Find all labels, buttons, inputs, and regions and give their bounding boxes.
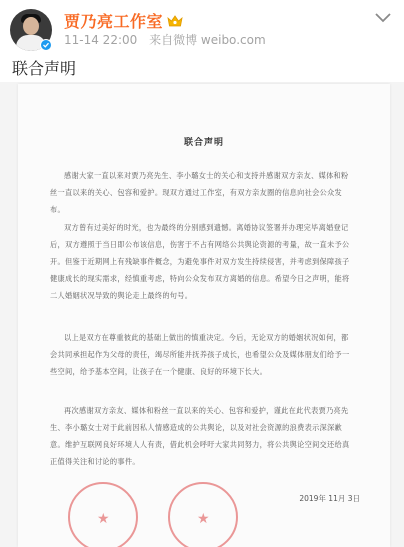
document-paragraph: 以上是双方在尊重彼此的基础上做出的慎重决定。今后，无论双方的婚姻状况如何，都会共同承担起作为父母的责任，竭尽所能并抚养孩子成长，也希望公众及媒体朋友们给予一些空间，给予基本空间，让孩子在一个健康、良好的环境下长大。 xyxy=(50,333,350,376)
statement-document xyxy=(18,84,390,547)
post-source[interactable]: 来自微博 weibo.com xyxy=(149,33,266,47)
document-date: 2019年 11月 3日 xyxy=(299,494,360,503)
document-paragraph: 再次感谢双方亲友、媒体和粉丝一直以来的关心、包容和爱护，谨此在此代表贾乃亮先生、李小璐女士对于此前因私人情感造成的公共舆论，以及对社会资源的浪费表示深深歉意。维护互联网良好环境人人有责，借此机会呼吁大家共同努力，将公共舆论空间交还给真正值得关注和讨论的事件。 xyxy=(50,406,350,466)
post-meta xyxy=(64,31,274,48)
post-image[interactable] xyxy=(0,82,404,547)
author-name[interactable]: 贾乃亮工作室 xyxy=(64,12,164,31)
timestamp: 11-14 22:00 xyxy=(64,33,138,47)
chevron-down-icon[interactable] xyxy=(374,12,392,24)
author-row xyxy=(64,9,183,32)
red-seal-stamp: ★ xyxy=(68,482,138,547)
verified-badge-icon xyxy=(40,39,52,51)
document-title: 联合声明 xyxy=(183,138,224,148)
vip-crown-icon xyxy=(167,14,183,28)
document-paragraph: 感谢大家一直以来对贾乃亮先生、李小璐女士的关心和支持并感谢双方亲友、媒体和粉丝一直以来的关心、包容和爱护。现双方通过工作室，有双方亲友圈的信息向社会公众发布。 xyxy=(50,171,349,214)
red-seal-stamp: ★ xyxy=(168,482,238,547)
document-paragraph: 双方曾有过美好的时光，也为最终的分别感到遗憾。离婚协议签署并办理完毕离婚登记后，双方遵照于当日即公布该信息，伤害于不占有网络公共舆论资源的考量，故一直未予公开。但鉴于近期网上有残缺事件概念，为避免事件对双方发生持续侵害，并考虑到保障孩子健康成长的现实需求，经慎重考虑，特向公众发布双方离婚的信息。希望今日之声明，能将二人婚姻状况导致的舆论走上最终的句号。 xyxy=(50,223,350,300)
post-text: 联合声明 xyxy=(12,59,77,78)
